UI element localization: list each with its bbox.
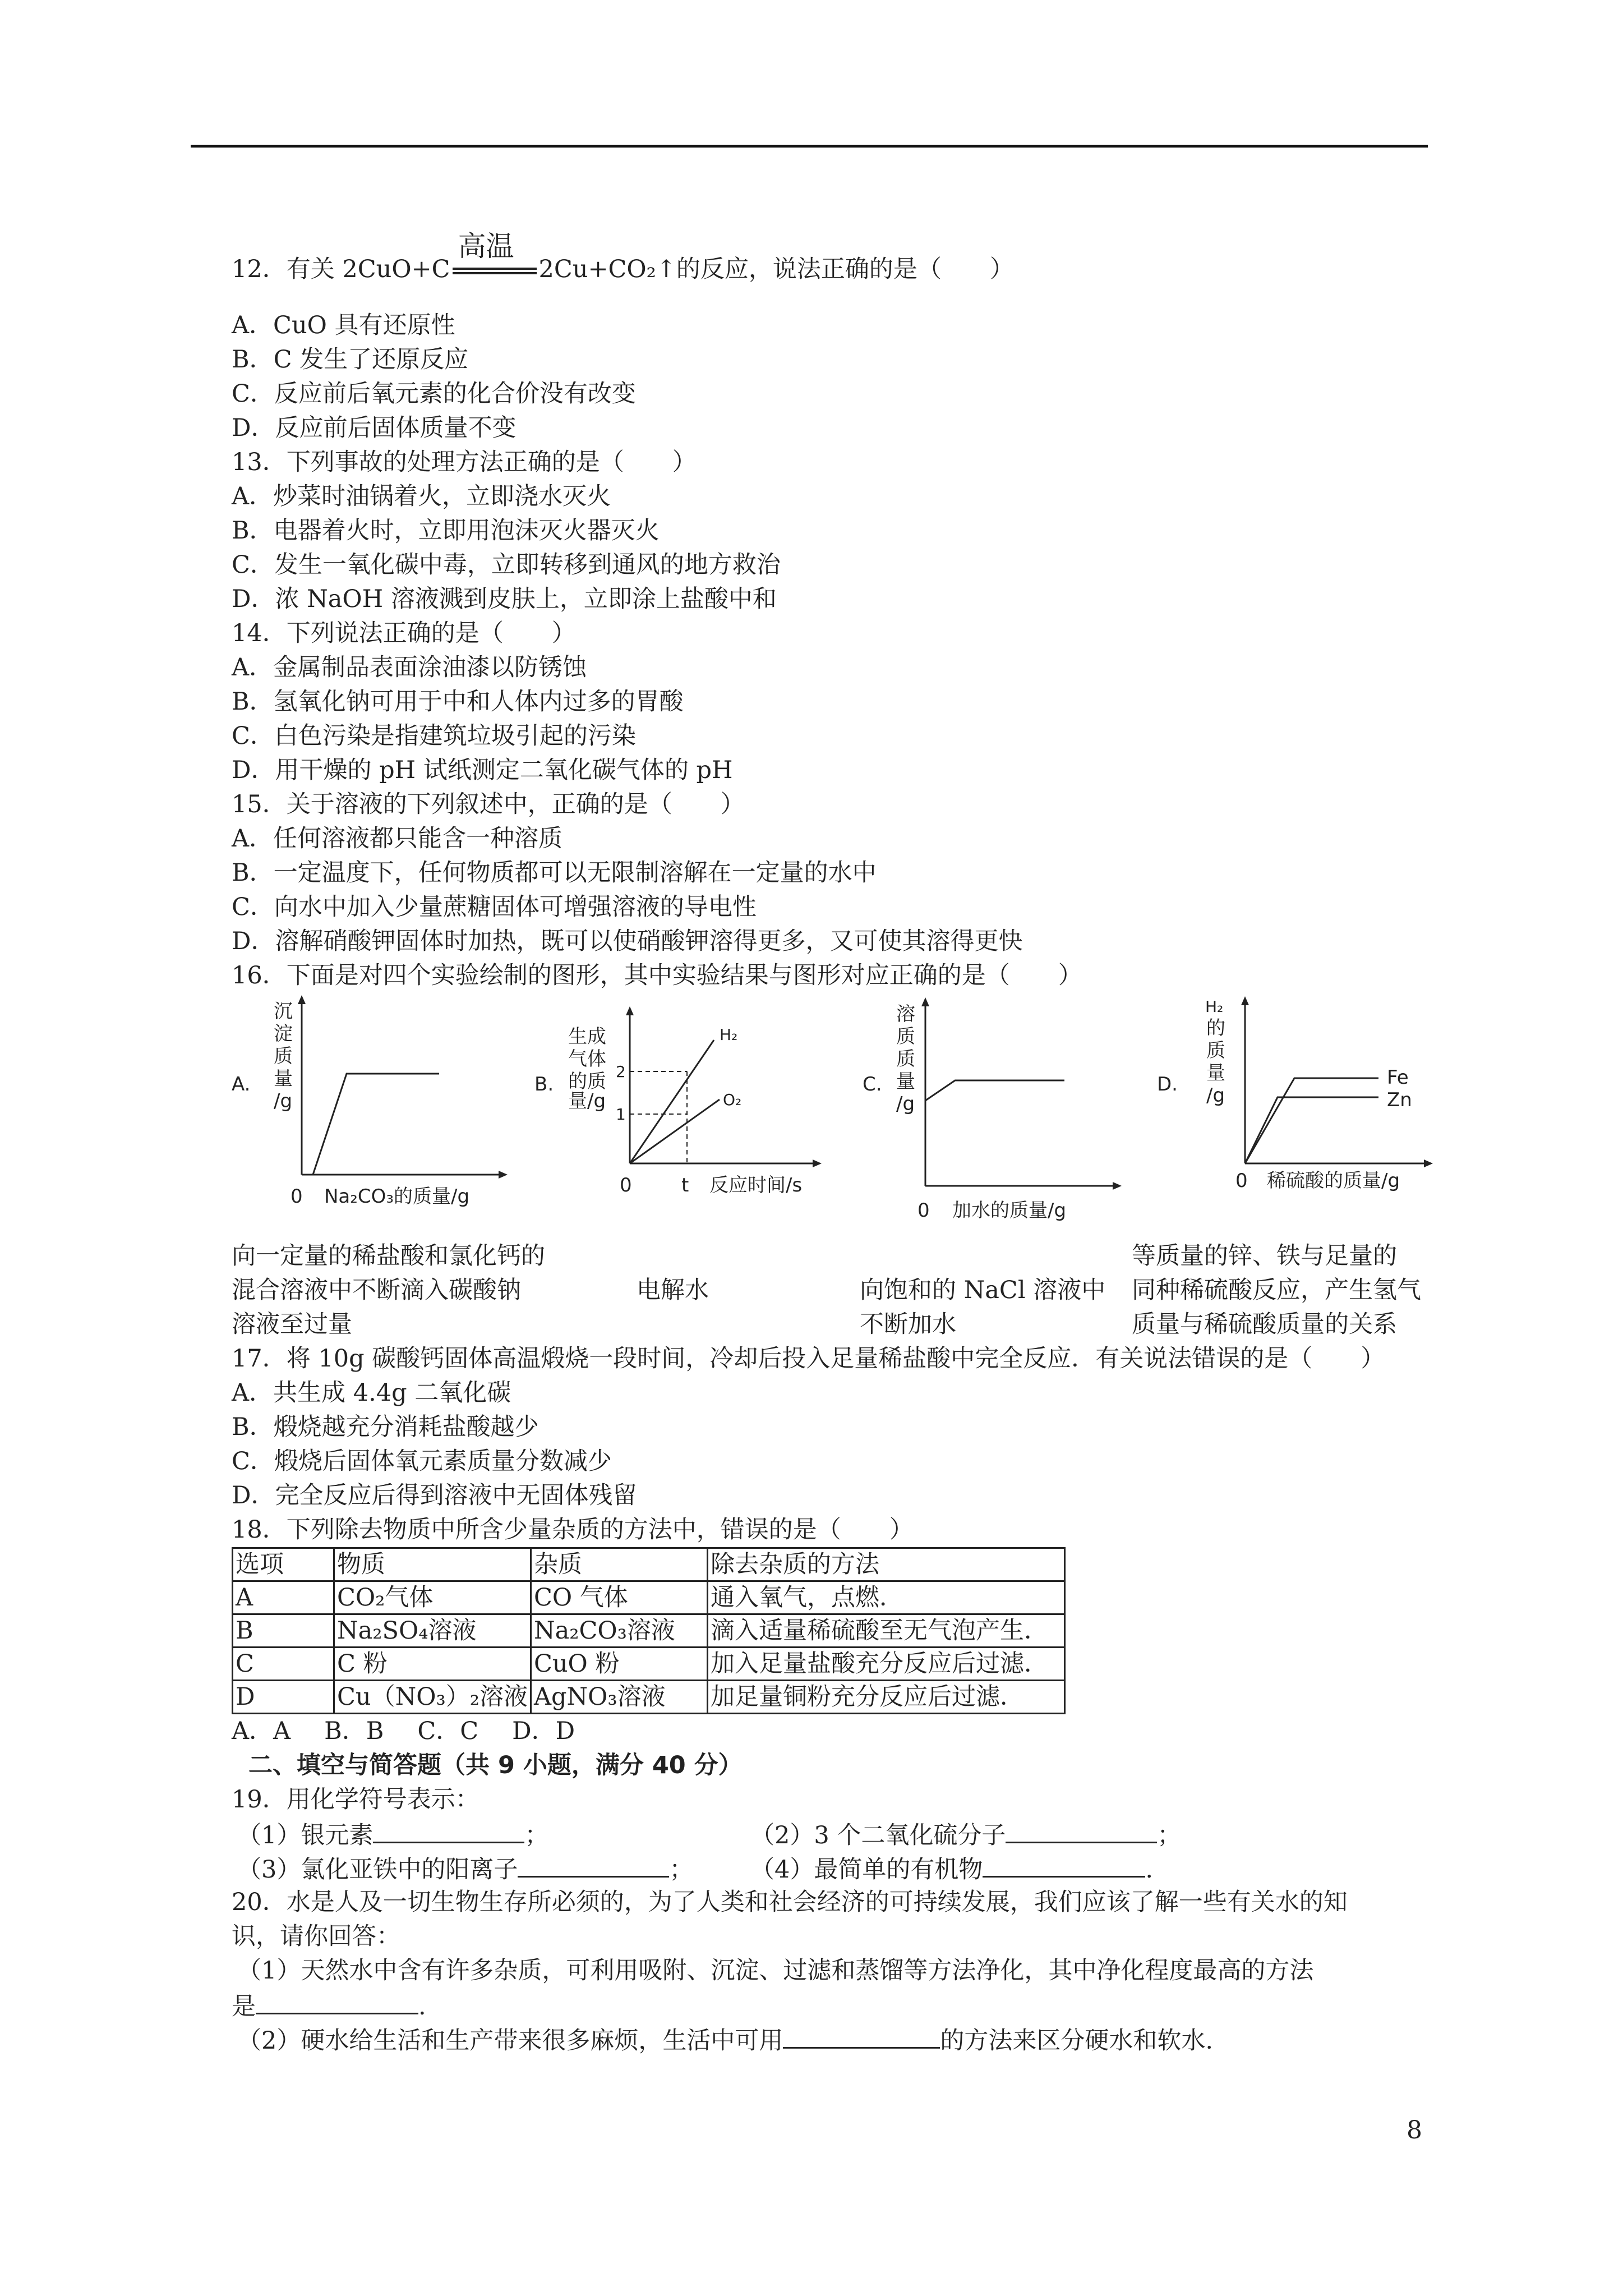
q17-option-c: C．煅烧后固体氧元素质量分数减少	[232, 1447, 612, 1475]
graph-b-t: t	[681, 1174, 689, 1197]
q18-table	[232, 1547, 1066, 1714]
graph-b-letter: B.	[534, 1073, 554, 1096]
q14-option-b: B．氢氧化钠可用于中和人体内过多的胃酸	[232, 688, 684, 716]
graph-b-ylabel-4: 量/g	[568, 1090, 606, 1112]
q19-row-2	[232, 1851, 1454, 1885]
table-cell: C	[233, 1648, 334, 1681]
q14-option-d: D．用干燥的 pH 试纸测定二氧化碳气体的 pH	[232, 756, 733, 784]
graph-b-line-h2	[630, 1040, 714, 1163]
graph-a-ylabel-3: 质	[274, 1045, 293, 1068]
graph-a-letter: A.	[232, 1073, 251, 1096]
graph-d-label-zn: Zn	[1387, 1089, 1412, 1111]
q20-blank-2[interactable]	[783, 2022, 940, 2049]
table-cell: B	[233, 1614, 334, 1648]
q19-part-1: （1）银元素	[237, 1821, 374, 1849]
graph-c-ylabel-5: /g	[896, 1093, 915, 1115]
table-cell: CO₂气体	[334, 1581, 531, 1614]
question-15-stem: 15．关于溶液的下列叙述中，正确的是（ ）	[232, 790, 745, 818]
graph-d-y-arrow	[1241, 996, 1249, 1005]
q13-option-a: A．炒菜时油锅着火，立即浇水灭火	[232, 482, 611, 510]
graph-b-svg	[534, 995, 849, 1236]
graph-a-x-arrow	[499, 1171, 508, 1179]
table-cell: Na₂SO₄溶液	[334, 1614, 531, 1648]
table-cell: CuO 粉	[531, 1648, 707, 1681]
graph-b-line-o2	[630, 1099, 720, 1163]
graph-c-x-arrow	[1113, 1182, 1122, 1190]
q20-part-1b-row	[232, 1988, 1454, 2022]
q19-part-3-end: ；	[669, 1856, 694, 1884]
q18-answer-a: A．A	[232, 1717, 291, 1745]
q17-option-a: A．共生成 4.4g 二氧化碳	[232, 1379, 511, 1407]
graph-b-label-h2: H₂	[720, 1025, 738, 1044]
graph-d-letter: D.	[1157, 1073, 1178, 1096]
q20-part-2-end: 的方法来区分硬水和软水.	[940, 2027, 1214, 2055]
table-header-cell: 杂质	[531, 1548, 707, 1581]
table-cell: D	[233, 1681, 334, 1714]
graph-d-label-fe: Fe	[1387, 1066, 1409, 1089]
graph-b-x-arrow	[813, 1159, 822, 1167]
section-2-title: 二、填空与简答题（共 9 小题，满分 40 分）	[248, 1751, 743, 1779]
graph-b-origin: 0	[620, 1174, 632, 1197]
q19-blank-1[interactable]	[373, 1817, 524, 1843]
graph-a-origin: 0	[291, 1185, 303, 1208]
table-cell: AgNO₃溶液	[531, 1681, 707, 1714]
question-12-stem	[232, 230, 1454, 309]
table-cell: 加入足量盐酸充分反应后过滤．	[707, 1648, 1064, 1681]
table-cell: A	[233, 1581, 334, 1614]
graph-c-xlabel: 加水的质量/g	[952, 1199, 1067, 1222]
table-header-cell: 除去杂质的方法	[707, 1548, 1064, 1581]
graph-c-y-arrow	[921, 997, 929, 1006]
q14-option-c: C．白色污染是指建筑垃圾引起的污染	[232, 722, 636, 750]
table-row	[233, 1614, 1065, 1648]
q19-blank-4[interactable]	[983, 1851, 1145, 1878]
graph-d-ylabel-1: H₂	[1205, 997, 1224, 1016]
table-cell: 滴入适量稀硫酸至无气泡产生．	[707, 1614, 1064, 1648]
caption-d-line-2: 同种稀硫酸反应，产生氢气	[1132, 1276, 1421, 1304]
q20-part-2: （2）硬水给生活和生产带来很多麻烦，生活中可用	[237, 2027, 783, 2055]
table-row	[233, 1681, 1065, 1714]
graph-c-letter: C.	[863, 1073, 882, 1096]
q19-part-2-end: ；	[1157, 1821, 1182, 1849]
question-19-stem: 19．用化学符号表示：	[232, 1786, 479, 1814]
graph-a-curve	[313, 1074, 439, 1175]
q12-prefix: 12．有关 2CuO+C	[232, 255, 450, 283]
graph-c	[863, 995, 1143, 1246]
q15-option-a: A．任何溶液都只能含一种溶质	[232, 825, 563, 853]
page-number: 8	[1407, 2116, 1422, 2145]
caption-d-line-3: 质量与稀硫酸质量的关系	[1132, 1310, 1397, 1338]
q15-option-b: B．一定温度下，任何物质都可以无限制溶解在一定量的水中	[232, 859, 877, 887]
table-header-cell: 物质	[334, 1548, 531, 1581]
question-20-line-1: 20．水是人及一切生物生存所必须的，为了人类和社会经济的可持续发展，我们应该了解一些有关水的知	[232, 1888, 1348, 1916]
caption-a	[232, 1239, 545, 1342]
q12-suffix: 2Cu+CO₂↑的反应，说法正确的是（ ）	[538, 255, 1014, 283]
graph-b-xlabel: 反应时间/s	[709, 1174, 803, 1197]
q16-captions	[232, 1239, 1454, 1342]
caption-c-line-2: 不断加水	[860, 1310, 956, 1338]
graph-a-ylabel-4: 量	[274, 1068, 293, 1090]
q19-blank-3[interactable]	[518, 1851, 669, 1878]
caption-a-line-3: 溶液至过量	[232, 1310, 352, 1338]
question-13-stem: 13．下列事故的处理方法正确的是（ ）	[232, 448, 697, 476]
q15-option-d: D．溶解硝酸钾固体时加热，既可以使硝酸钾溶得更多，又可使其溶得更快	[232, 927, 1023, 955]
graph-d-origin: 0	[1235, 1170, 1248, 1192]
q12-option-b: B．C 发生了还原反应	[232, 346, 469, 374]
q19-row-1	[232, 1817, 1454, 1851]
q19-part-1-end: ；	[524, 1821, 549, 1849]
graph-b-label-o2: O₂	[723, 1091, 742, 1109]
graph-c-ylabel-1: 溶	[896, 1003, 915, 1025]
graph-d-ylabel-4: 量	[1206, 1062, 1225, 1084]
question-17-stem: 17．将 10g 碳酸钙固体高温煅烧一段时间，冷却后投入足量稀盐酸中完全反应．有关说法错误的是（ ）	[232, 1345, 1385, 1373]
reaction-condition: 高温	[458, 230, 514, 263]
caption-a-line-2: 混合溶液中不断滴入碳酸钠	[232, 1276, 521, 1304]
caption-b	[637, 1273, 709, 1308]
table-cell: 通入氧气，点燃．	[707, 1581, 1064, 1614]
graph-b	[534, 995, 849, 1246]
graph-d-svg	[1157, 995, 1449, 1236]
q16-graphs	[232, 995, 1454, 1239]
graph-c-ylabel-3: 质	[896, 1048, 915, 1070]
graph-c-ylabel-2: 质	[896, 1025, 915, 1048]
table-row	[233, 1581, 1065, 1614]
graph-c-svg	[863, 995, 1143, 1236]
q12-option-c: C．反应前后氧元素的化合价没有改变	[232, 380, 636, 408]
graph-d-ylabel-3: 质	[1206, 1039, 1225, 1062]
graph-b-ylabel-2: 气体	[568, 1048, 606, 1070]
q20-part-2-row	[232, 2022, 1454, 2056]
q19-part-4-end: .	[1145, 1856, 1154, 1884]
table-cell: C 粉	[334, 1648, 531, 1681]
graph-a-y-arrow	[298, 995, 306, 1004]
exam-content	[232, 230, 1454, 2056]
graph-a	[232, 995, 523, 1246]
q15-option-c: C．向水中加入少量蔗糖固体可增强溶液的导电性	[232, 893, 757, 921]
table-cell: Cu（NO₃）₂溶液	[334, 1681, 531, 1714]
reaction-arrow	[453, 230, 537, 277]
graph-b-tick-2: 2	[616, 1062, 626, 1081]
q13-option-c: C．发生一氧化碳中毒，立即转移到通风的地方救治	[232, 551, 781, 579]
question-14-stem: 14．下列说法正确的是（ ）	[232, 619, 576, 647]
table-cell: CO 气体	[531, 1581, 707, 1614]
q13-option-b: B．电器着火时，立即用泡沫灭火器灭火	[232, 517, 660, 545]
table-row	[233, 1648, 1065, 1681]
graph-b-ylabel-1: 生成	[568, 1025, 606, 1048]
q12-option-d: D．反应前后固体质量不变	[232, 414, 517, 442]
q20-part-1b: 是	[232, 1993, 256, 2021]
q19-part-2: （2）3 个二氧化硫分子	[750, 1821, 1006, 1849]
q12-option-a: A．CuO 具有还原性	[232, 311, 455, 339]
q19-part-4: （4）最简单的有机物	[750, 1856, 983, 1884]
q18-answer-c: C．C	[417, 1717, 479, 1745]
q17-option-b: B．煅烧越充分消耗盐酸越少	[232, 1413, 539, 1441]
graph-c-origin: 0	[917, 1199, 930, 1222]
q20-part-1a: （1）天然水中含有许多杂质，可利用吸附、沉淀、过滤和蒸馏等方法净化，其中净化程度最高的方法	[237, 1957, 1314, 1985]
question-20-line-2: 识，请你回答：	[232, 1922, 400, 1950]
q14-option-a: A．金属制品表面涂油漆以防锈蚀	[232, 654, 587, 682]
caption-a-line-1: 向一定量的稀盐酸和氯化钙的	[232, 1242, 545, 1270]
graph-a-svg	[232, 995, 523, 1236]
q17-option-d: D．完全反应后得到溶液中无固体残留	[232, 1481, 637, 1510]
caption-d-line-1: 等质量的锌、铁与足量的	[1132, 1242, 1397, 1270]
graph-a-xlabel: Na₂CO₃的质量/g	[324, 1185, 470, 1208]
q18-answer-d: D．D	[512, 1717, 575, 1745]
q20-blank-1[interactable]	[256, 1988, 418, 2014]
graph-d-xlabel: 稀硫酸的质量/g	[1267, 1170, 1400, 1192]
graph-d-ylabel-5: /g	[1206, 1084, 1225, 1107]
table-cell: 加足量铜粉充分反应后过滤．	[707, 1681, 1064, 1714]
graph-a-ylabel-1: 沉	[274, 1000, 293, 1023]
header-rule	[191, 145, 1428, 148]
question-18-stem: 18．下列除去物质中所含少量杂质的方法中，错误的是（ ）	[232, 1516, 914, 1544]
graph-d-x-arrow	[1424, 1159, 1433, 1167]
caption-b-line-1: 电解水	[637, 1276, 709, 1304]
graph-b-y-arrow	[626, 1006, 634, 1015]
graph-a-ylabel-5: /g	[274, 1090, 293, 1112]
graph-c-curve	[925, 1080, 1064, 1101]
table-header-row	[233, 1548, 1065, 1581]
q13-option-d: D．浓 NaOH 溶液溅到皮肤上，立即涂上盐酸中和	[232, 585, 777, 613]
caption-c-line-1: 向饱和的 NaCl 溶液中	[860, 1276, 1106, 1304]
q20-part-1b-end: .	[418, 1993, 426, 2021]
graph-c-ylabel-4: 量	[896, 1070, 915, 1093]
q19-blank-2[interactable]	[1006, 1817, 1157, 1843]
q19-part-3: （3）氯化亚铁中的阳离子	[237, 1856, 518, 1884]
q18-answer-b: B．B	[324, 1717, 384, 1745]
graph-d-ylabel-2: 的	[1206, 1017, 1225, 1039]
table-cell: Na₂CO₃溶液	[531, 1614, 707, 1648]
graph-a-ylabel-2: 淀	[274, 1023, 293, 1045]
table-header-cell: 选项	[233, 1548, 334, 1581]
question-16-stem: 16．下面是对四个实验绘制的图形，其中实验结果与图形对应正确的是（ ）	[232, 961, 1082, 990]
graph-b-ylabel-3: 的质	[568, 1070, 606, 1093]
caption-c	[860, 1273, 1105, 1342]
graph-d	[1157, 995, 1449, 1246]
graph-b-tick-1: 1	[616, 1105, 626, 1124]
caption-d	[1132, 1239, 1421, 1342]
q18-answer-options	[232, 1714, 1454, 1749]
